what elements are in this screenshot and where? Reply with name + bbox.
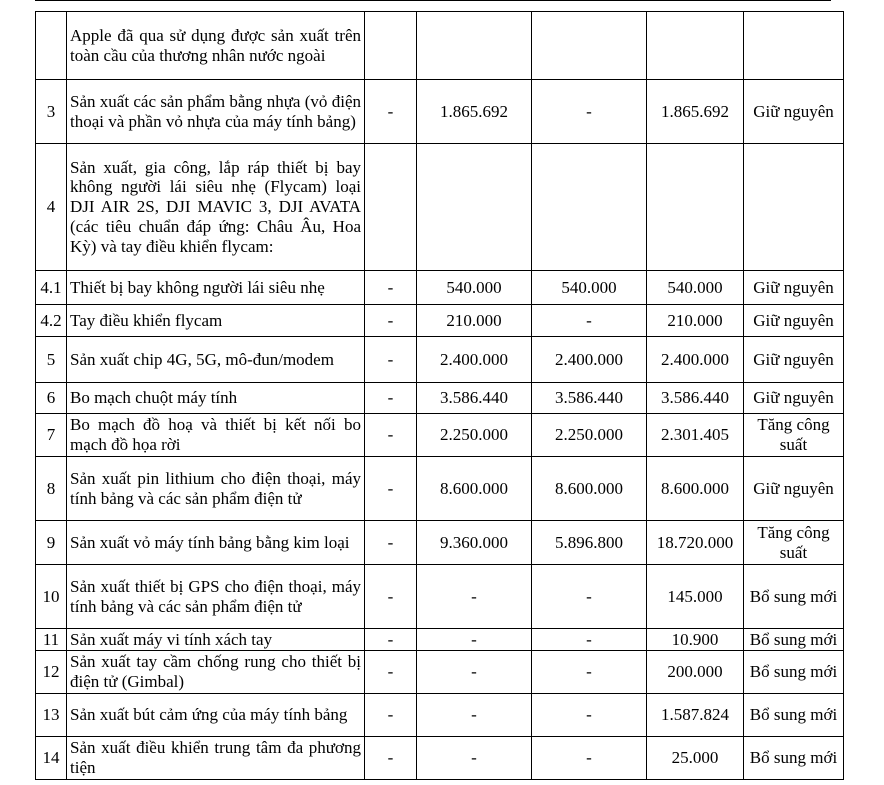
cell-col-d <box>647 144 744 271</box>
table-row <box>36 565 844 629</box>
cell-col-c: 540.000 <box>532 271 647 305</box>
row-number: 5 <box>36 337 67 383</box>
cell-col-d: 18.720.000 <box>647 521 744 565</box>
row-number: 6 <box>36 383 67 414</box>
row-note: Bổ sung mới <box>744 651 844 694</box>
row-description: Tay điều khiển flycam <box>67 305 365 337</box>
table-row <box>36 271 844 305</box>
table-row <box>36 651 844 694</box>
cell-col-c <box>532 12 647 80</box>
row-description: Sản xuất các sản phẩm bằng nhựa (vỏ điện thoại và phần vỏ nhựa của máy tính bảng) <box>67 80 365 144</box>
row-description: Sản xuất điều khiển trung tâm đa phương tiện <box>67 737 365 780</box>
cell-col-b: - <box>417 737 532 780</box>
row-description: Bo mạch chuột máy tính <box>67 383 365 414</box>
table-row <box>36 383 844 414</box>
cell-col-d: 25.000 <box>647 737 744 780</box>
row-description: Sản xuất máy vi tính xách tay <box>67 629 365 651</box>
cell-col-a: - <box>365 694 417 737</box>
cell-col-b: - <box>417 565 532 629</box>
cell-col-c: - <box>532 80 647 144</box>
cell-col-b: 3.586.440 <box>417 383 532 414</box>
row-note <box>744 144 844 271</box>
cell-col-a: - <box>365 565 417 629</box>
row-note: Bổ sung mới <box>744 737 844 780</box>
cell-col-a: - <box>365 337 417 383</box>
row-note: Giữ nguyên <box>744 383 844 414</box>
cell-col-d: 8.600.000 <box>647 457 744 521</box>
row-number: 4 <box>36 144 67 271</box>
row-number: 11 <box>36 629 67 651</box>
row-note: Tăng công suất <box>744 521 844 565</box>
cell-col-d: 10.900 <box>647 629 744 651</box>
cell-col-d: 540.000 <box>647 271 744 305</box>
cell-col-a: - <box>365 457 417 521</box>
cell-col-c: 2.250.000 <box>532 414 647 457</box>
cell-col-c: 8.600.000 <box>532 457 647 521</box>
table-row <box>36 337 844 383</box>
table-row <box>36 414 844 457</box>
table-row <box>36 521 844 565</box>
row-number: 14 <box>36 737 67 780</box>
cell-col-a: - <box>365 651 417 694</box>
cell-col-c: 3.586.440 <box>532 383 647 414</box>
cell-col-c: - <box>532 737 647 780</box>
row-note: Giữ nguyên <box>744 271 844 305</box>
row-number: 4.2 <box>36 305 67 337</box>
cell-col-b: 540.000 <box>417 271 532 305</box>
row-number: 12 <box>36 651 67 694</box>
top-rule <box>35 0 831 1</box>
cell-col-a: - <box>365 383 417 414</box>
cell-col-d: 2.301.405 <box>647 414 744 457</box>
cell-col-d: 2.400.000 <box>647 337 744 383</box>
row-note <box>744 12 844 80</box>
cell-col-a: - <box>365 521 417 565</box>
cell-col-c <box>532 144 647 271</box>
cell-col-c: - <box>532 629 647 651</box>
cell-col-d: 200.000 <box>647 651 744 694</box>
cell-col-b: 8.600.000 <box>417 457 532 521</box>
cell-col-b: - <box>417 651 532 694</box>
row-note: Bổ sung mới <box>744 629 844 651</box>
row-note: Bổ sung mới <box>744 565 844 629</box>
table-row <box>36 457 844 521</box>
table-row <box>36 629 844 651</box>
table-row <box>36 737 844 780</box>
cell-col-b: 1.865.692 <box>417 80 532 144</box>
cell-col-b: 2.250.000 <box>417 414 532 457</box>
row-note: Giữ nguyên <box>744 337 844 383</box>
table-row <box>36 144 844 271</box>
cell-col-d: 1.587.824 <box>647 694 744 737</box>
cell-col-d: 3.586.440 <box>647 383 744 414</box>
row-number: 13 <box>36 694 67 737</box>
cell-col-c: 5.896.800 <box>532 521 647 565</box>
row-note: Giữ nguyên <box>744 457 844 521</box>
cell-col-a: - <box>365 414 417 457</box>
cell-col-b: 210.000 <box>417 305 532 337</box>
row-description: Bo mạch đồ hoạ và thiết bị kết nối bo mạch đồ họa rời <box>67 414 365 457</box>
row-number: 7 <box>36 414 67 457</box>
row-note: Giữ nguyên <box>744 305 844 337</box>
table-row <box>36 80 844 144</box>
row-description: Sản xuất thiết bị GPS cho điện thoại, máy tính bảng và các sản phẩm điện tử <box>67 565 365 629</box>
cell-col-a: - <box>365 629 417 651</box>
row-description: Sản xuất bút cảm ứng của máy tính bảng <box>67 694 365 737</box>
cell-col-c: 2.400.000 <box>532 337 647 383</box>
cell-col-a: - <box>365 737 417 780</box>
cell-col-d: 145.000 <box>647 565 744 629</box>
cell-col-b: - <box>417 694 532 737</box>
cell-col-b: - <box>417 629 532 651</box>
row-description: Sản xuất chip 4G, 5G, mô-đun/modem <box>67 337 365 383</box>
cell-col-d: 210.000 <box>647 305 744 337</box>
row-note: Giữ nguyên <box>744 80 844 144</box>
cell-col-a: - <box>365 271 417 305</box>
cell-col-b: 2.400.000 <box>417 337 532 383</box>
row-number: 8 <box>36 457 67 521</box>
cell-col-b: 9.360.000 <box>417 521 532 565</box>
cell-col-a <box>365 144 417 271</box>
cell-col-a: - <box>365 80 417 144</box>
cell-col-b <box>417 12 532 80</box>
cell-col-c: - <box>532 565 647 629</box>
row-description: Apple đã qua sử dụng được sản xuất trên toàn cầu của thương nhân nước ngoài <box>67 12 365 80</box>
table-row <box>36 12 844 80</box>
row-number: 10 <box>36 565 67 629</box>
row-description: Sản xuất vỏ máy tính bảng bằng kim loại <box>67 521 365 565</box>
cell-col-a <box>365 12 417 80</box>
row-description: Sản xuất tay cầm chống rung cho thiết bị điện tử (Gimbal) <box>67 651 365 694</box>
capacity-table <box>35 11 844 780</box>
row-description: Sản xuất pin lithium cho điện thoại, máy tính bảng và các sản phẩm điện tử <box>67 457 365 521</box>
row-note: Tăng công suất <box>744 414 844 457</box>
cell-col-a: - <box>365 305 417 337</box>
table-row <box>36 694 844 737</box>
cell-col-d: 1.865.692 <box>647 80 744 144</box>
cell-col-c: - <box>532 651 647 694</box>
row-number: 3 <box>36 80 67 144</box>
cell-col-c: - <box>532 694 647 737</box>
row-number <box>36 12 67 80</box>
row-number: 4.1 <box>36 271 67 305</box>
table-row <box>36 305 844 337</box>
cell-col-b <box>417 144 532 271</box>
cell-col-d <box>647 12 744 80</box>
row-description: Sản xuất, gia công, lắp ráp thiết bị bay không người lái siêu nhẹ (Flycam) loại DJI AIR 2S, DJI MAVIC 3, DJI AVATA (các tiêu chuẩn đáp ứng: Châu Âu, Hoa Kỳ) và tay điều khiển flycam: <box>67 144 365 271</box>
row-description: Thiết bị bay không người lái siêu nhẹ <box>67 271 365 305</box>
row-note: Bổ sung mới <box>744 694 844 737</box>
row-number: 9 <box>36 521 67 565</box>
cell-col-c: - <box>532 305 647 337</box>
